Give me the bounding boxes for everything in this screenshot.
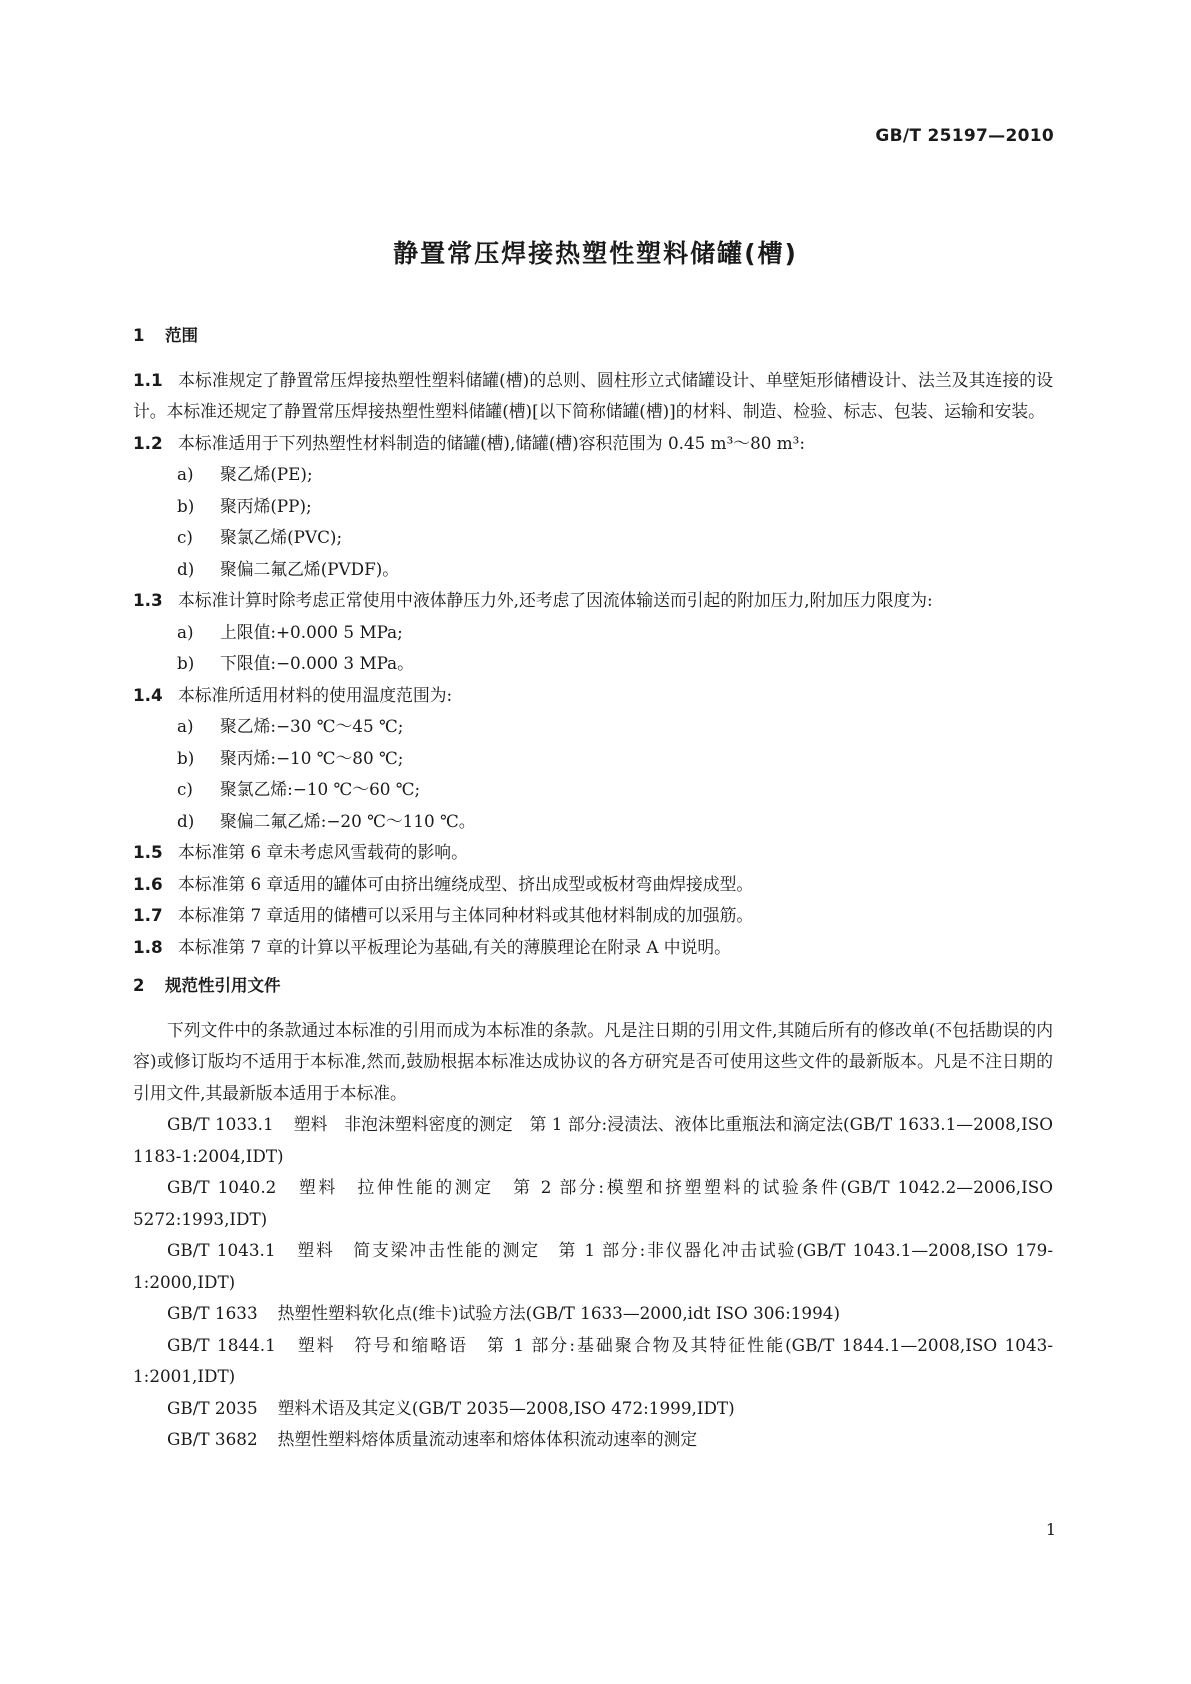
list-item [133, 491, 1053, 523]
reference-item [133, 1235, 1053, 1298]
clause-text: 本标准第 6 章未考虑风雪载荷的影响。 [178, 842, 468, 862]
clause-1-2 [133, 428, 1053, 460]
clause-text: 本标准所适用材料的使用温度范围为: [178, 684, 453, 705]
section-title: 规范性引用文件 [165, 976, 281, 995]
clause-1-7 [133, 900, 1053, 932]
clause-1-5 [133, 837, 1053, 869]
clause-number: 1.7 [133, 905, 163, 925]
list-item [133, 648, 1053, 680]
list-item [133, 711, 1053, 743]
reference-code: GB/T 1844.1 [167, 1334, 276, 1355]
list-item [133, 617, 1053, 649]
list-item [133, 554, 1053, 586]
list-label: b) [177, 495, 195, 516]
spacer [133, 963, 1053, 970]
clause-number: 1.1 [133, 369, 163, 390]
list-text: 聚丙烯:−10 ℃～80 ℃; [220, 747, 404, 768]
clause-number: 1.8 [133, 936, 163, 957]
list-label: c) [177, 779, 193, 799]
reference-code: GB/T 1033.1 [167, 1114, 274, 1134]
list-label: d) [177, 810, 195, 831]
document-body [133, 320, 1053, 1456]
clause-1-8 [133, 932, 1053, 964]
clause-number: 1.5 [133, 842, 163, 862]
list-text: 聚乙烯:−30 ℃～45 ℃; [220, 716, 404, 736]
clause-1-1 [133, 365, 1053, 428]
reference-item [133, 1393, 1053, 1425]
reference-code: GB/T 2035 [167, 1397, 258, 1418]
clause-number: 1.3 [133, 590, 163, 610]
clause-text: 本标准规定了静置常压焊接热塑性塑料储罐(槽)的总则、圆柱形立式储罐设计、单壁矩形储槽设计、法兰及其连接的设计。本标准还规定了静置常压焊接热塑性塑料储罐(槽)[以下简称储罐(槽)]的材料、制造、检验、标志、包装、运输和安装。 [133, 369, 1053, 421]
page-number: 1 [1045, 1520, 1056, 1539]
clause-text: 本标准第 7 章的计算以平板理论为基础,有关的薄膜理论在附录 A 中说明。 [178, 936, 731, 957]
list-item [133, 806, 1053, 838]
reference-item [133, 1424, 1053, 1456]
section-2-intro: 下列文件中的条款通过本标准的引用而成为本标准的条款。凡是注日期的引用文件,其随后所有的修改单(不包括勘误的内容)或修订版均不适用于本标准,然而,鼓励根据本标准达成协议的各方研究是否可使用这些文件的最新版本。凡是不注日期的引用文件,其最新版本适用于本标准。 [133, 1019, 1053, 1103]
clause-number: 1.6 [133, 873, 163, 894]
reference-item [133, 1330, 1053, 1393]
list-label: b) [177, 747, 195, 768]
list-text: 下限值:−0.000 3 MPa。 [220, 653, 414, 673]
clause-1-3 [133, 585, 1053, 617]
reference-item [133, 1172, 1053, 1235]
reference-item [133, 1298, 1053, 1330]
section-2-heading [133, 970, 1053, 1002]
list-text: 聚氯乙烯:−10 ℃～60 ℃; [220, 779, 421, 799]
list-label: a) [177, 621, 194, 642]
list-label: a) [177, 464, 194, 484]
list-item [133, 522, 1053, 554]
reference-text: 塑料术语及其定义(GB/T 2035—2008,ISO 472:1999,IDT) [277, 1397, 735, 1418]
reference-text: 热塑性塑料软化点(维卡)试验方法(GB/T 1633—2000,idt ISO 306:1994) [277, 1303, 841, 1323]
list-text: 聚偏二氟乙烯:−20 ℃～110 ℃。 [220, 810, 476, 831]
section-number: 1 [133, 326, 145, 345]
list-label: b) [177, 653, 195, 673]
reference-code: GB/T 1633 [167, 1303, 258, 1323]
reference-code: GB/T 1043.1 [167, 1240, 276, 1260]
clause-text: 本标准计算时除考虑正常使用中液体静压力外,还考虑了因流体输送而引起的附加压力,附加压力限度为: [178, 590, 933, 610]
list-text: 上限值:+0.000 5 MPa; [220, 621, 403, 642]
clause-number: 1.2 [133, 432, 163, 453]
section-title: 范围 [165, 326, 198, 345]
reference-code: GB/T 1040.2 [167, 1177, 277, 1197]
reference-text: 塑料 简支梁冲击性能的测定 第 1 部分:非仪器化冲击试验(GB/T 1043.1—2008,ISO 179-1:2000,IDT) [133, 1240, 1053, 1292]
list-label: a) [177, 716, 194, 736]
list-text: 聚乙烯(PE); [220, 464, 313, 484]
list-item [133, 459, 1053, 491]
list-label: c) [177, 527, 193, 547]
document-title: 静置常压焊接热塑性塑料储罐(槽) [393, 239, 798, 268]
reference-text: 塑料 符号和缩略语 第 1 部分:基础聚合物及其特征性能(GB/T 1844.1—2008,ISO 1043-1:2001,IDT) [133, 1334, 1053, 1386]
reference-code: GB/T 3682 [167, 1429, 258, 1449]
list-item [133, 774, 1053, 806]
reference-text: 塑料 拉伸性能的测定 第 2 部分:模塑和挤塑塑料的试验条件(GB/T 1042.2—2006,ISO 5272:1993,IDT) [133, 1177, 1054, 1229]
section-number: 2 [133, 976, 145, 995]
clause-text: 本标准第 6 章适用的罐体可由挤出缠绕成型、挤出成型或板材弯曲焊接成型。 [178, 873, 754, 894]
standard-number: GB/T 25197—2010 [875, 126, 1054, 146]
section-1-heading [133, 320, 1053, 352]
reference-text: 塑料 非泡沫塑料密度的测定 第 1 部分:浸渍法、液体比重瓶法和滴定法(GB/T 1633.1—2008,ISO 1183-1:2004,IDT) [133, 1114, 1054, 1166]
clause-1-6 [133, 869, 1053, 901]
list-text: 聚氯乙烯(PVC); [220, 527, 343, 547]
list-label: d) [177, 558, 195, 579]
clause-text: 本标准第 7 章适用的储槽可以采用与主体同种材料或其他材料制成的加强筋。 [178, 905, 754, 925]
list-item [133, 743, 1053, 775]
reference-item [133, 1109, 1053, 1172]
clause-number: 1.4 [133, 684, 163, 705]
reference-text: 热塑性塑料熔体质量流动速率和熔体体积流动速率的测定 [277, 1429, 698, 1449]
clause-1-4 [133, 680, 1053, 712]
list-text: 聚丙烯(PP); [220, 495, 312, 516]
list-text: 聚偏二氟乙烯(PVDF)。 [220, 558, 400, 579]
clause-text: 本标准适用于下列热塑性材料制造的储罐(槽),储罐(槽)容积范围为 0.45 m³～80 m³: [178, 432, 806, 453]
